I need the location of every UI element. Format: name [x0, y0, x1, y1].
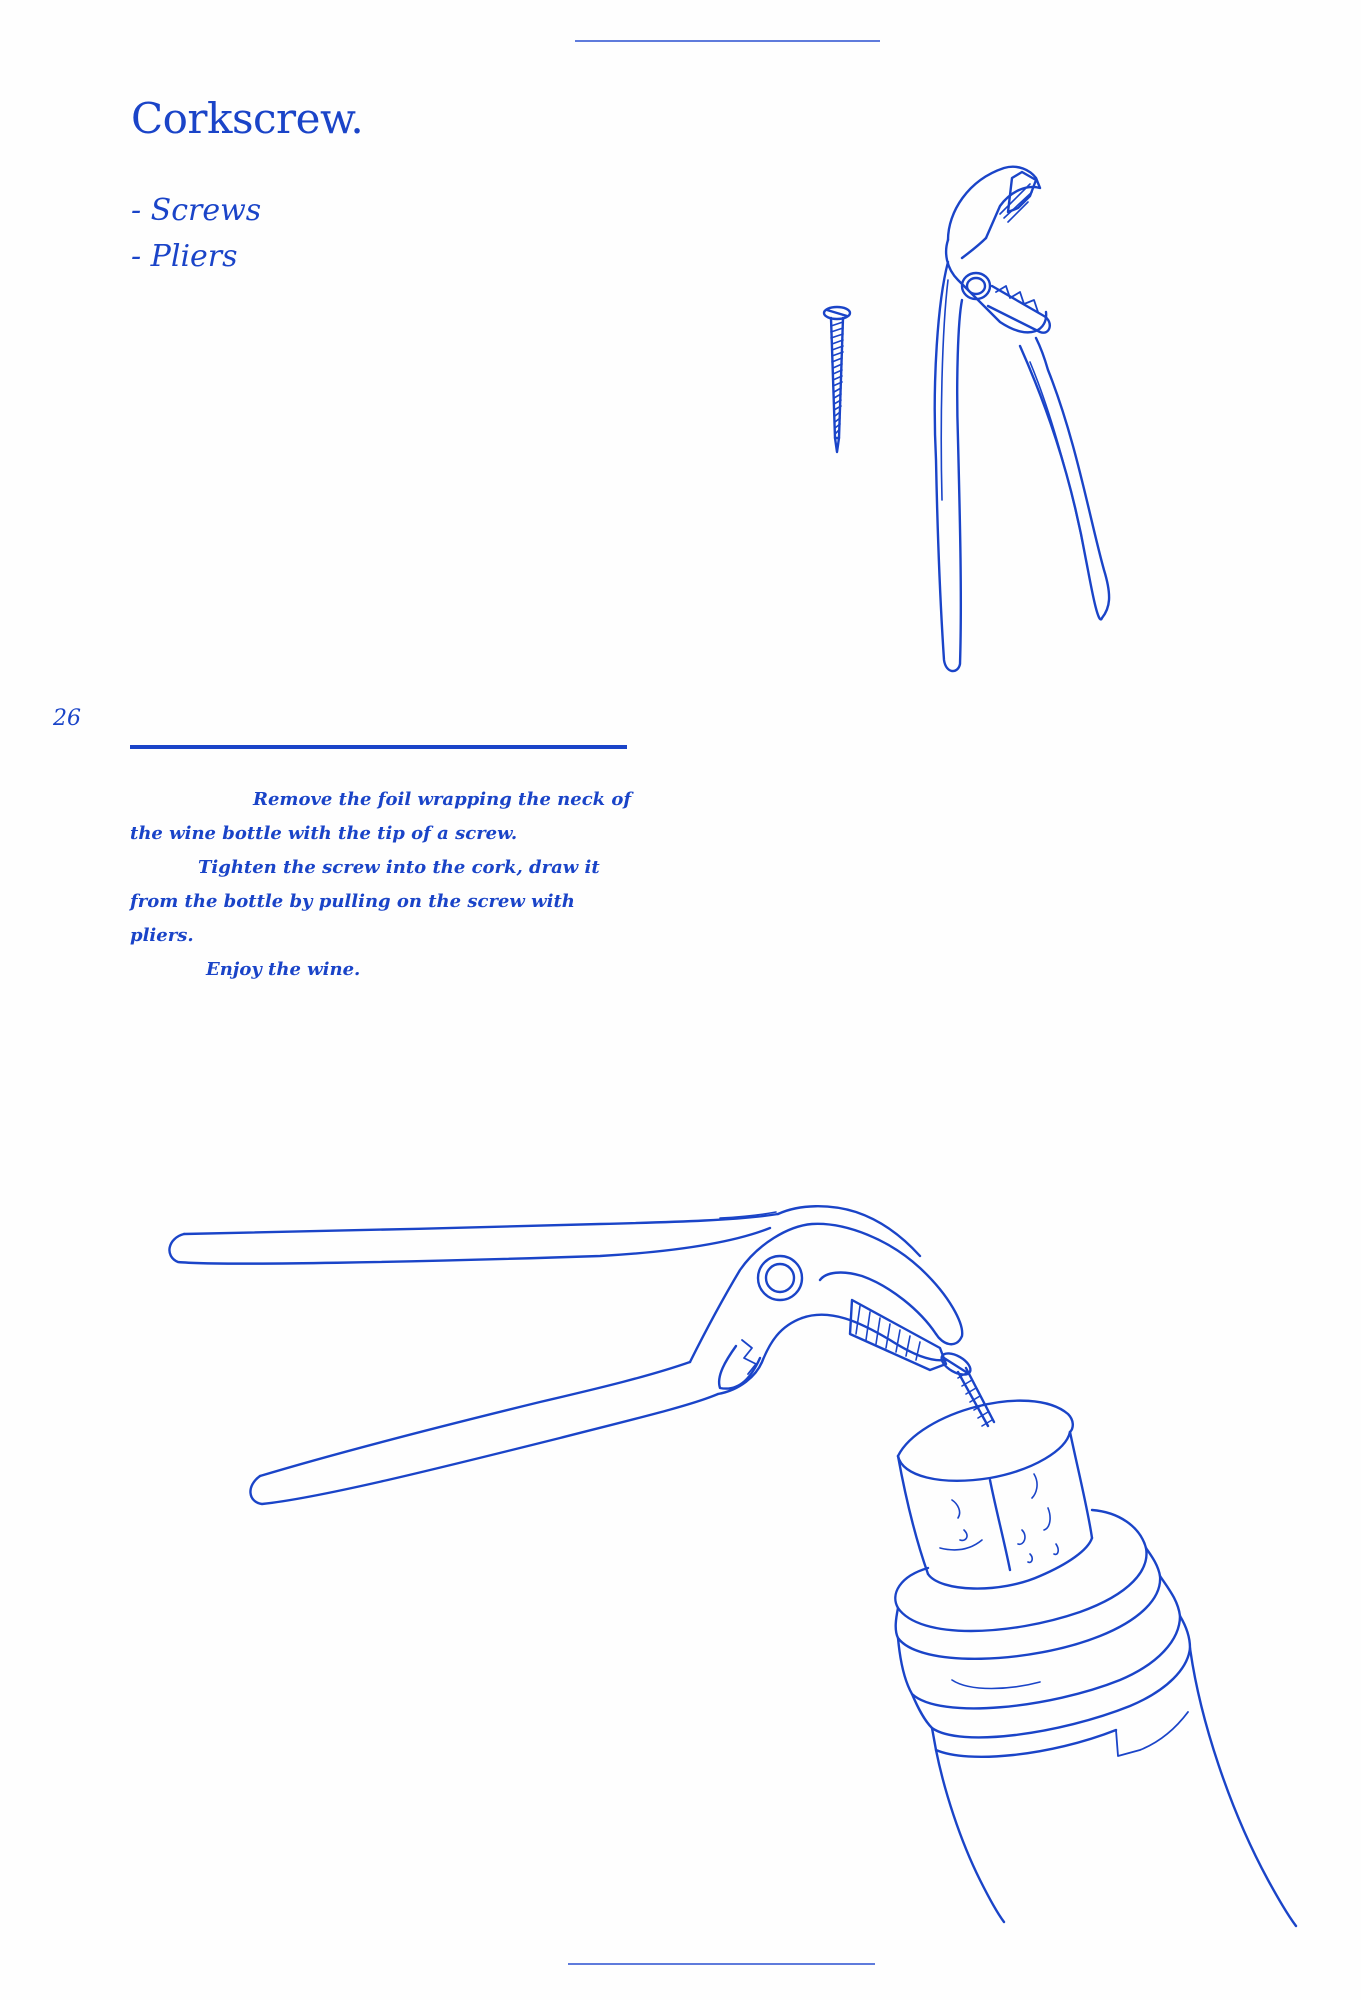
pliers-illustration — [935, 167, 1109, 671]
pliers-in-use-illustration — [169, 1206, 994, 1504]
cork-illustration — [898, 1401, 1092, 1589]
page-title: Corkscrew. — [131, 94, 364, 143]
materials-item-pliers: - Pliers — [131, 239, 238, 274]
materials-item-screws: - Screws — [131, 193, 262, 228]
bottom-rule — [568, 1963, 875, 1965]
instruction-step-3: Enjoy the wine. — [206, 959, 361, 980]
instruction-step-1: Remove the foil wrapping the neck of the wine bottle with the tip of a screw. — [130, 789, 632, 844]
bottle-illustration — [895, 1510, 1296, 1926]
instruction-step-2: Tighten the screw into the cork, draw it from the bottle by pulling on the screw with pliers. — [130, 857, 600, 946]
screw-illustration — [824, 307, 850, 452]
page-number: 26 — [53, 706, 81, 731]
